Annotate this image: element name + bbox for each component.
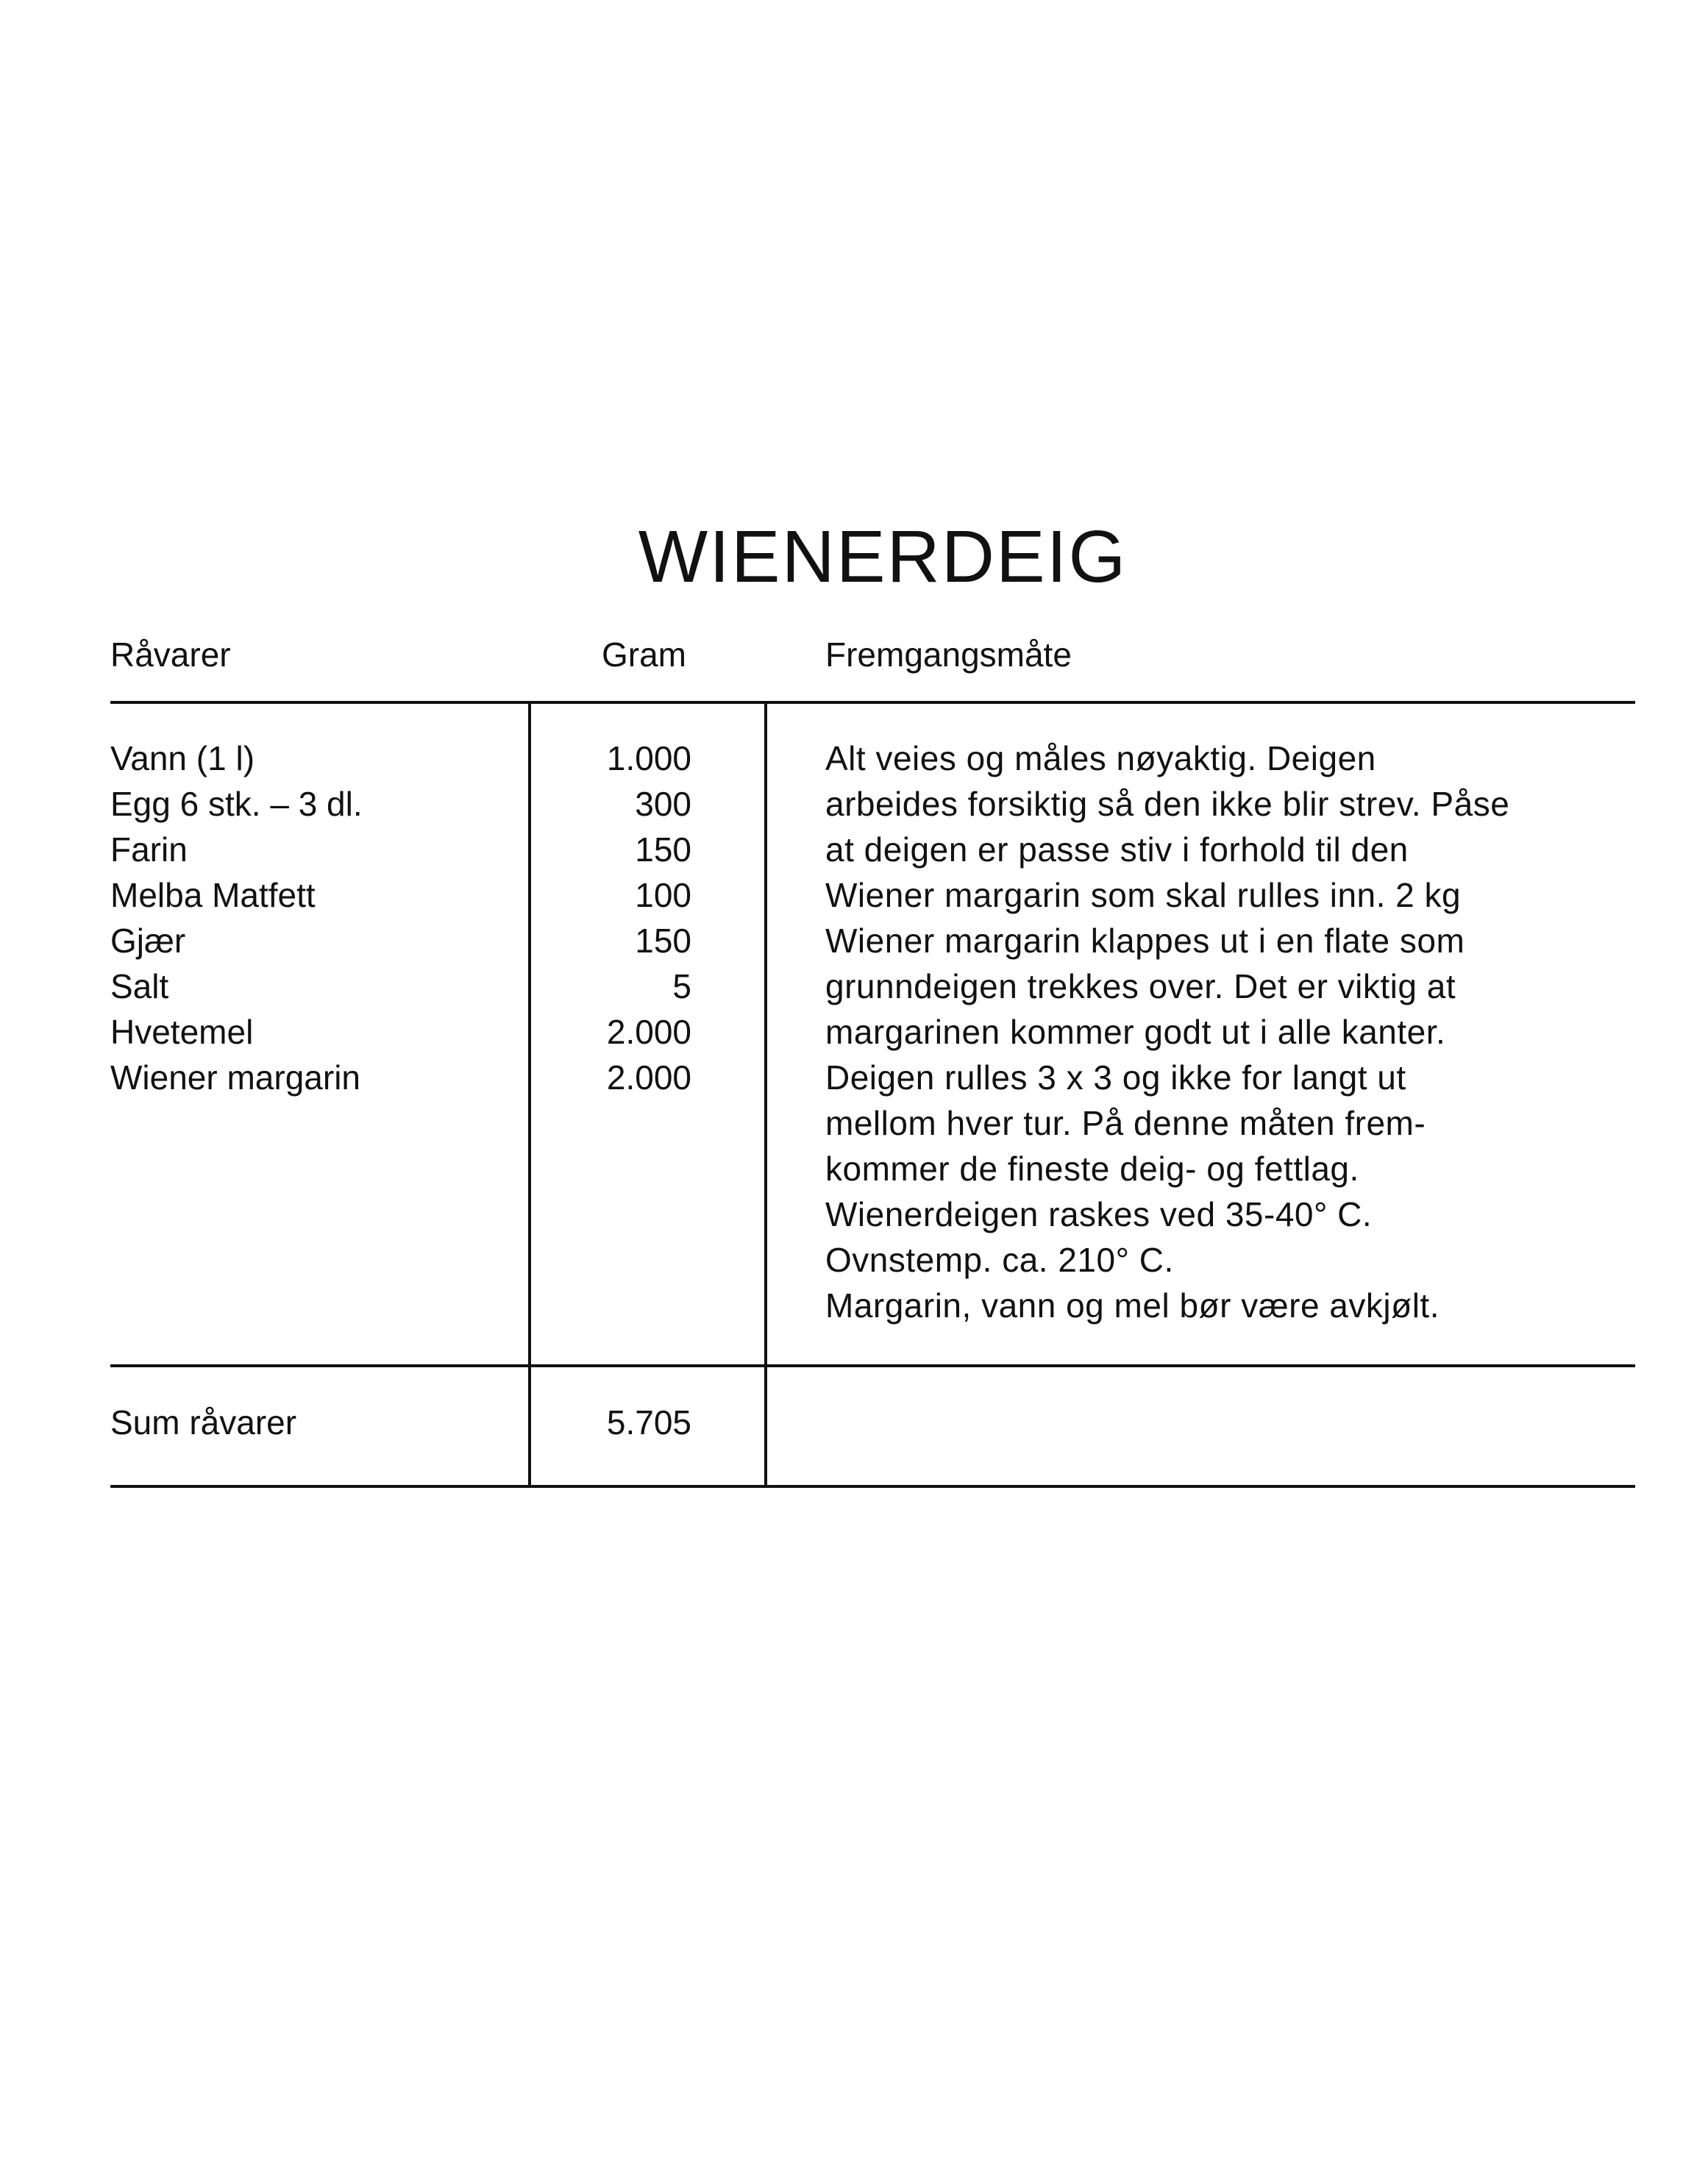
method-line: Alt veies og måles nøyaktig. Deigen — [825, 739, 1376, 777]
ingredient-gram: 5 — [672, 967, 691, 1005]
ingredient-name: Salt — [110, 967, 169, 1005]
header-method: Fremgangsmåte — [825, 635, 1072, 674]
ingredient-name: Farin — [110, 830, 188, 869]
method-line: Ovnstemp. ca. 210° C. — [825, 1241, 1174, 1279]
method-line: mellom hver tur. På denne måten frem- — [825, 1104, 1426, 1142]
method-line: arbeides forsiktig så den ikke blir strev. Påse — [825, 785, 1510, 823]
sum-rule-top — [110, 1364, 1635, 1367]
gram-list — [530, 735, 691, 1100]
method-line: kommer de fineste deig- og fettlag. — [825, 1150, 1359, 1188]
ingredient-name: Vann (1 l) — [110, 739, 255, 777]
method-line: at deigen er passe stiv i forhold til den — [825, 830, 1409, 869]
method-line: Wiener margarin som skal rulles inn. 2 kg — [825, 876, 1462, 914]
ingredient-name: Gjær — [110, 922, 186, 960]
header-gram: Gram — [602, 635, 686, 674]
method-line: Wienerdeigen raskes ved 35-40° C. — [825, 1195, 1373, 1233]
ingredient-gram: 150 — [635, 922, 691, 960]
ingredient-gram: 100 — [635, 876, 691, 914]
method-line: margarinen kommer godt ut i alle kanter. — [825, 1013, 1446, 1051]
ingredient-name: Wiener margarin — [110, 1058, 360, 1097]
method-line: Margarin, vann og mel bør være avkjølt. — [825, 1286, 1440, 1325]
ingredient-gram: 300 — [635, 785, 691, 823]
ingredient-name: Melba Matfett — [110, 876, 316, 914]
ingredient-gram: 150 — [635, 830, 691, 869]
column-divider-2 — [764, 701, 767, 1488]
sum-rule-bottom — [110, 1485, 1635, 1488]
sum-label: Sum råvarer — [110, 1403, 297, 1442]
method-line: Wiener margarin klappes ut i en flate som — [825, 922, 1465, 960]
ingredient-name: Hvetemel — [110, 1013, 254, 1051]
ingredient-list — [110, 735, 363, 1100]
method-line: Deigen rulles 3 x 3 og ikke for langt ut — [825, 1058, 1406, 1097]
sum-value: 5.705 — [606, 1403, 691, 1442]
ingredient-gram: 2.000 — [606, 1013, 691, 1051]
ingredient-gram: 1.000 — [606, 739, 691, 777]
header-rule — [110, 701, 1635, 704]
header-ingredients: Råvarer — [110, 635, 231, 674]
ingredient-name: Egg 6 stk. – 3 dl. — [110, 785, 363, 823]
page-title: WIENERDEIG — [638, 516, 1128, 598]
ingredient-gram: 2.000 — [606, 1058, 691, 1097]
method-line: grunndeigen trekkes over. Det er viktig at — [825, 967, 1456, 1005]
method-text — [825, 735, 1509, 1328]
